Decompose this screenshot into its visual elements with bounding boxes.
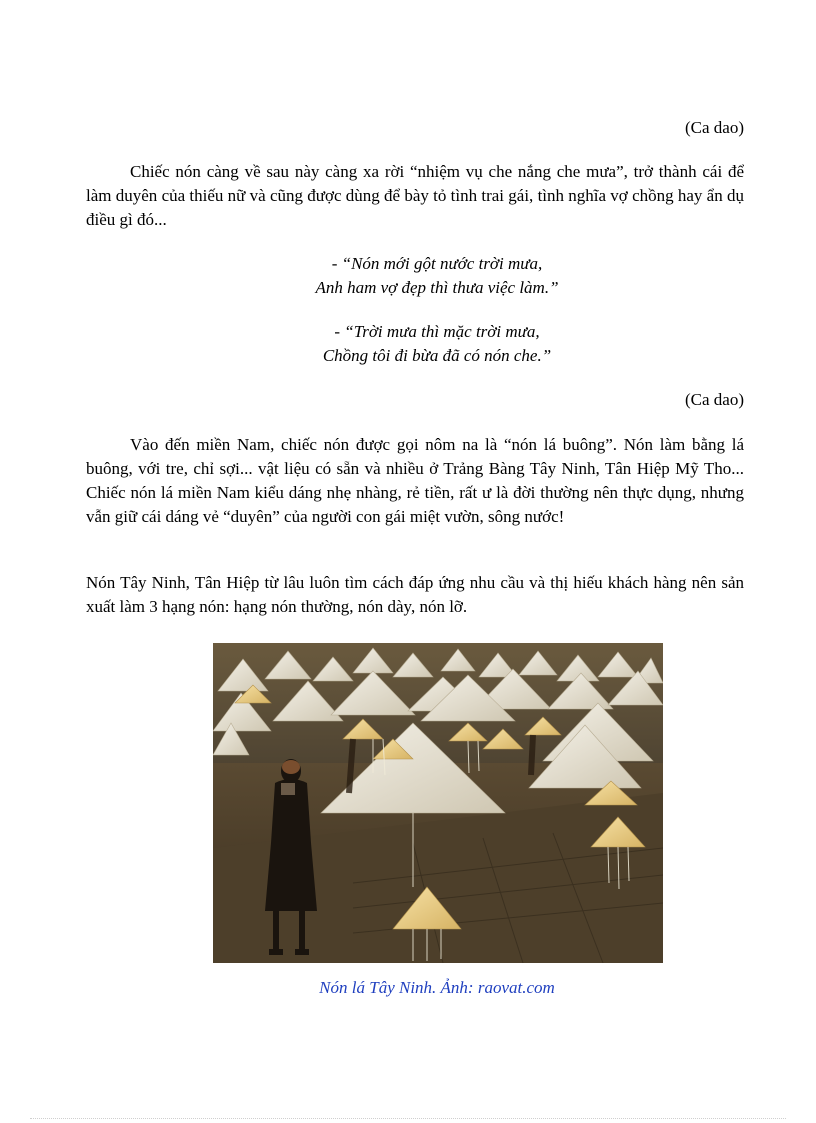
page-bottom-divider <box>30 1118 786 1119</box>
citation-ca-dao-1: (Ca dao) <box>684 118 744 137</box>
verse-1-line-2: Anh ham vợ đẹp thì thưa việc làm.” <box>315 278 559 297</box>
verse-2-line-1: - “Trời mưa thì mặc trời mưa, <box>334 322 540 341</box>
verse-2 <box>0 320 816 368</box>
verse-1 <box>0 252 816 300</box>
conical-hats-photo <box>213 643 663 963</box>
photo-caption: Nón lá Tây Ninh. Ảnh: raovat.com <box>319 978 555 997</box>
verse-1-line-1: - “Nón mới gột nước trời mưa, <box>331 254 543 273</box>
paragraph-non-meaning: Chiếc nón càng về sau này càng xa rời “nhiệm vụ che nắng che mưa”, trở thành cái để làm duyên của thiếu nữ và cũng được dùng để bày tỏ tình trai gái, tình nghĩa vợ chồng hay ẩn dụ điều gì đó... <box>86 162 744 229</box>
verse-2-line-2: Chồng tôi đi bừa đã có nón che.” <box>322 346 552 365</box>
paragraph-tay-ninh: Nón Tây Ninh, Tân Hiệp từ lâu luôn tìm cách đáp ứng nhu cầu và thị hiếu khách hàng nên sản xuất làm 3 hạng nón: hạng nón thường, nón dày, nón lỡ. <box>86 573 744 616</box>
paragraph-mien-nam: Vào đến miền Nam, chiếc nón được gọi nôm na là “nón lá buông”. Nón làm bằng lá buông, với tre, chỉ sợi... vật liệu có sẵn và nhiều ở Trảng Bàng Tây Ninh, Tân Hiệp Mỹ Tho... Chiếc nón lá miền Nam kiểu dáng nhẹ nhàng, rẻ tiền, rất ư là đời thường nên thực dụng, nhưng vẫn giữ cái dáng vẻ “duyên” của người con gái miệt vườn, sông nước! <box>86 435 744 526</box>
citation-ca-dao-2: (Ca dao) <box>684 390 744 409</box>
